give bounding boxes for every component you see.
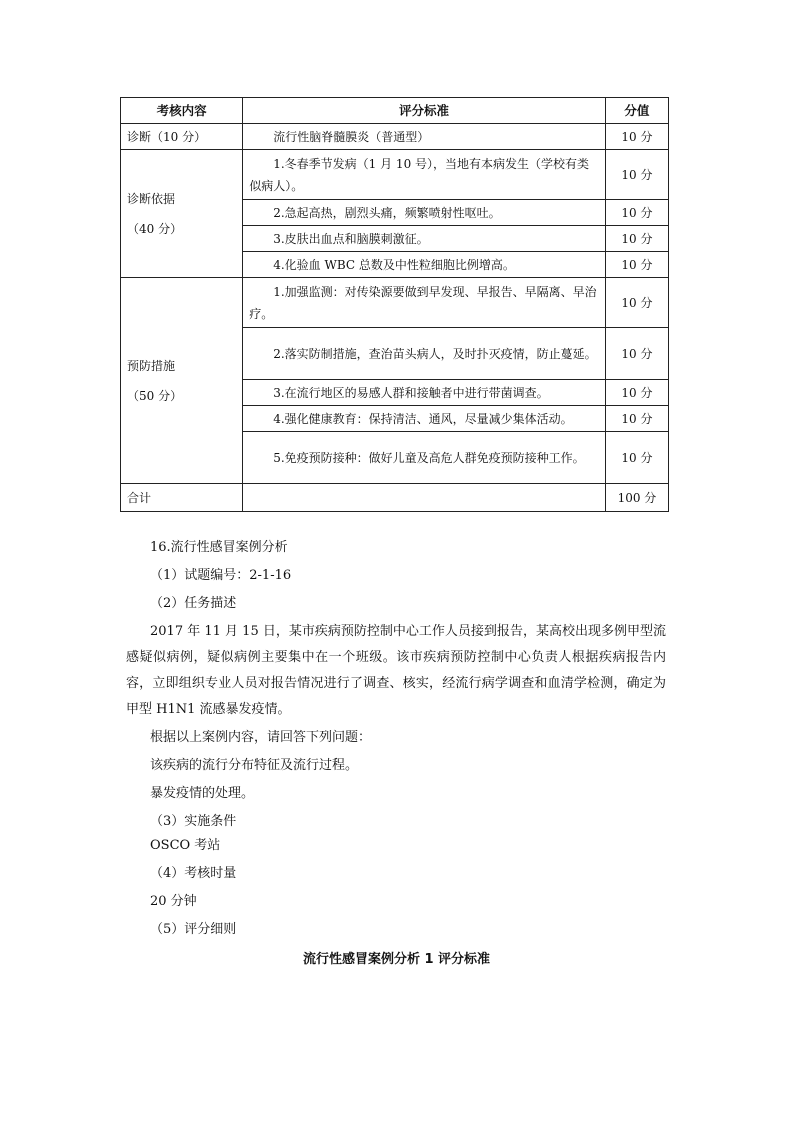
criterion-text: 1.加强监测：对传染源要做到早发现、早报告、早隔离、早治疗。 [243, 278, 606, 328]
criterion-text: 4.强化健康教育：保持清洁、通风，尽量减少集体活动。 [243, 406, 606, 432]
criterion-text: 流行性脑脊髓膜炎（普通型） [243, 124, 606, 150]
case-paragraph: 2017 年 11 月 15 日，某市疾病预防控制中心工作人员接到报告，某高校出现多例甲型流感疑似病例，疑似病例主要集中在一个班级。该市疾病预防控制中心负责人根据疾病报告内容，立即组织专业人员对报告情况进行了调查、核实，经流行病学调查和血清学检测，确定为甲型 H1N1 流感暴发疫情。 [126, 624, 666, 717]
item-conditions: （3）实施条件 [150, 814, 237, 829]
score-cell: 10 分 [605, 406, 668, 432]
score-cell: 10 分 [605, 252, 668, 278]
criterion-text: 4.化验血 WBC 总数及中性粒细胞比例增高。 [243, 252, 606, 278]
table-caption: 流行性感冒案例分析 1 评分标准 [302, 952, 491, 967]
criterion-text: 5.免疫预防接种：做好儿童及高危人群免疫预防接种工作。 [243, 432, 606, 484]
score-cell: 10 分 [605, 278, 668, 328]
header-score: 分值 [605, 98, 668, 124]
question-1: 该疾病的流行分布特征及流行过程。 [150, 758, 359, 773]
item-duration: （4）考核时量 [150, 866, 237, 881]
table-row [121, 278, 669, 328]
category-basis: 诊断依据 （40 分） [121, 150, 243, 278]
table-row [121, 150, 669, 200]
criterion-text: 1.冬春季节发病（1 月 10 号），当地有本病发生（学校有类似病人）。 [243, 150, 606, 200]
scoring-table [120, 97, 669, 512]
header-content: 考核内容 [121, 98, 243, 124]
score-cell: 10 分 [605, 150, 668, 200]
score-cell: 10 分 [605, 328, 668, 380]
criterion-text: 3.在流行地区的易感人群和接触者中进行带菌调查。 [243, 380, 606, 406]
score-cell: 10 分 [605, 380, 668, 406]
score-cell: 10 分 [605, 124, 668, 150]
total-label: 合计 [121, 484, 243, 512]
item-task-description: （2）任务描述 [150, 596, 237, 611]
item-conditions-value: OSCO 考站 [150, 838, 221, 853]
score-cell: 10 分 [605, 432, 668, 484]
table-total-row [121, 484, 669, 512]
table-row [121, 124, 669, 150]
header-criteria: 评分标准 [243, 98, 606, 124]
item-scoring-rules: （5）评分细则 [150, 922, 237, 937]
criterion-text: 2.落实防制措施，查治苗头病人，及时扑灭疫情，防止蔓延。 [243, 328, 606, 380]
total-empty [243, 484, 606, 512]
category-diagnosis: 诊断（10 分） [121, 124, 243, 150]
criterion-text: 2.急起高热，剧烈头痛，频繁喷射性呕吐。 [243, 200, 606, 226]
table-header-row [121, 98, 669, 124]
total-score: 100 分 [605, 484, 668, 512]
score-cell: 10 分 [605, 226, 668, 252]
score-cell: 10 分 [605, 200, 668, 226]
question-2: 暴发疫情的处理。 [150, 786, 255, 801]
question-intro: 根据以上案例内容，请回答下列问题： [150, 730, 372, 745]
category-prevention: 预防措施 （50 分） [121, 278, 243, 484]
item-duration-value: 20 分钟 [150, 894, 197, 909]
section-heading: 16.流行性感冒案例分析 [150, 540, 288, 555]
item-exam-number: （1）试题编号：2-1-16 [150, 568, 292, 583]
criterion-text: 3.皮肤出血点和脑膜刺激征。 [243, 226, 606, 252]
